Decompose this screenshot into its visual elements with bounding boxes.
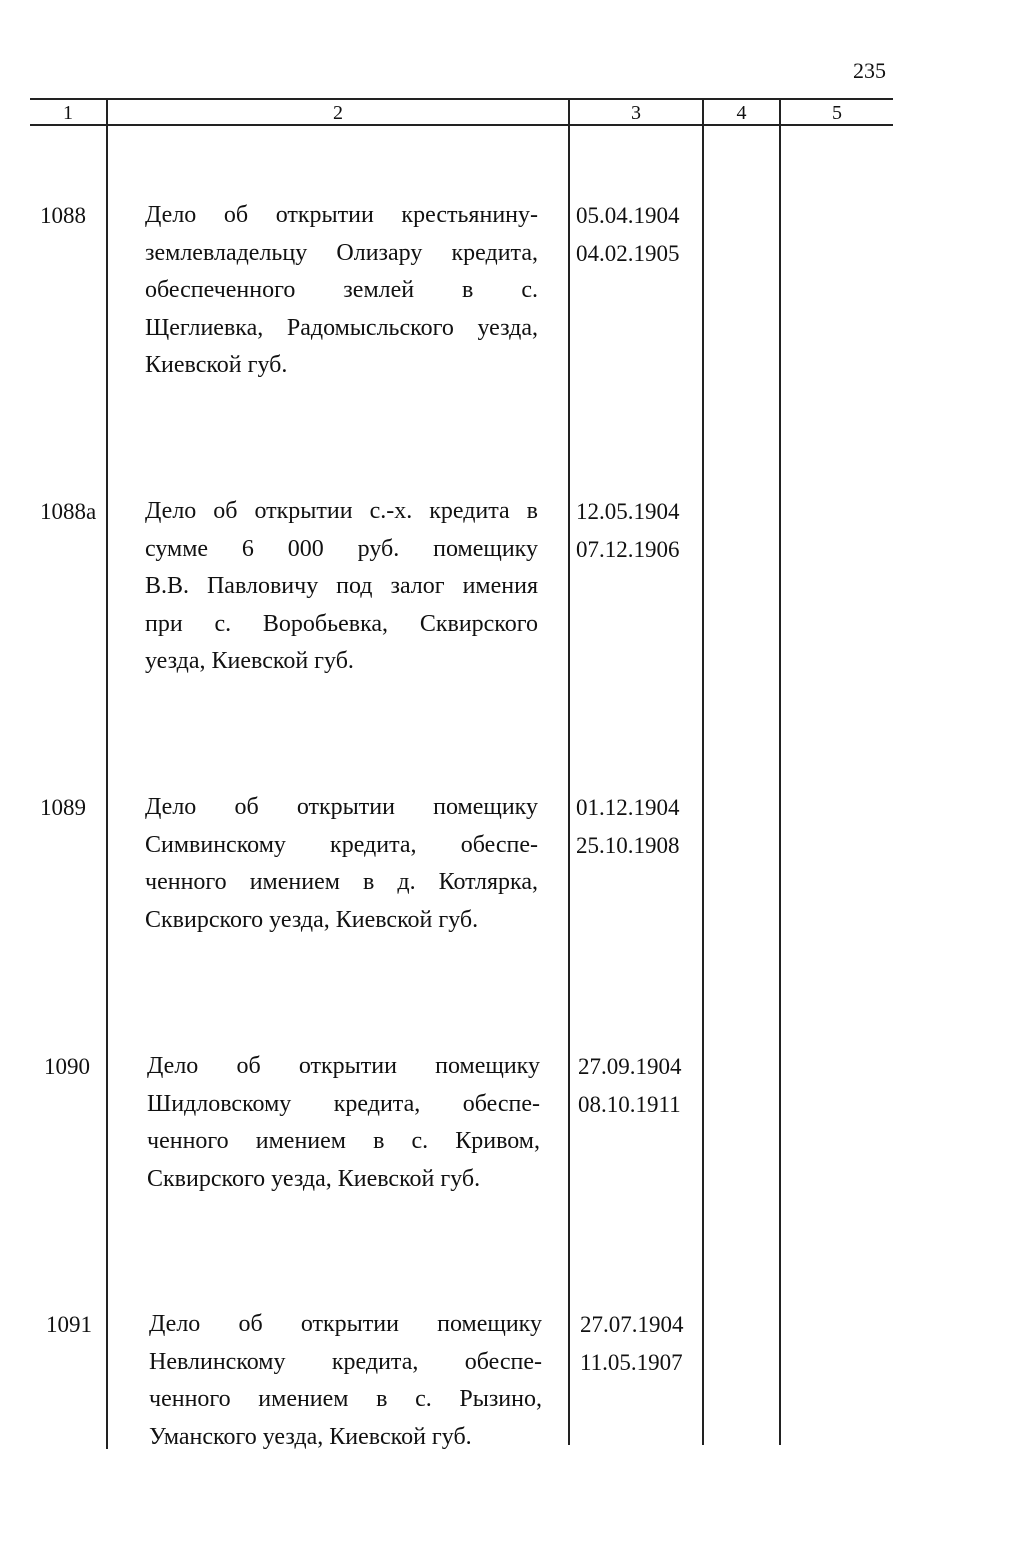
entry-dates	[578, 1048, 682, 1123]
description-line: обеспеченного землей в с.	[145, 277, 538, 303]
description-line: Щеглиевка, Радомысльского уезда,	[145, 314, 538, 341]
description-line: Сквирского уезда, Киевской губ.	[145, 906, 479, 933]
header-col-3: 3	[631, 102, 641, 124]
description-line: Дело об открытии помещику	[147, 1053, 540, 1079]
description-line: ченного имением в с. Кривом,	[147, 1128, 540, 1154]
entry-description	[147, 1048, 540, 1198]
entry-number: 1090	[44, 1054, 90, 1079]
end-date: 04.02.1905	[576, 240, 680, 266]
description-line: при с. Воробьевка, Сквирского	[145, 610, 538, 637]
table-top-rule	[30, 98, 893, 100]
description-line: Дело об открытии помещику	[145, 794, 538, 820]
entry-description	[145, 493, 538, 681]
description-line: Сквирского уезда, Киевской губ.	[147, 1165, 481, 1192]
description-line: ченного имением в д. Котлярка,	[145, 869, 538, 895]
description-line: уезда, Киевской губ.	[145, 648, 354, 674]
column-divider	[702, 99, 704, 1445]
end-date: 25.10.1908	[576, 832, 680, 858]
entry-dates	[576, 197, 680, 272]
end-date: 07.12.1906	[576, 536, 680, 562]
header-col-4: 4	[736, 102, 747, 124]
end-date: 11.05.1907	[580, 1349, 683, 1375]
description-line: Дело об открытии крестьянину-	[145, 202, 538, 228]
column-divider	[568, 99, 570, 1445]
entry-number: 1088	[40, 203, 86, 228]
header-col-2: 2	[333, 102, 343, 124]
entry-number: 1088а	[40, 499, 97, 524]
entry-description	[145, 789, 538, 939]
column-divider	[779, 99, 781, 1445]
entry-dates	[576, 789, 680, 864]
start-date: 27.09.1904	[578, 1054, 682, 1079]
description-line: Невлинскому кредита, обеспе-	[149, 1348, 542, 1375]
entry-dates	[576, 493, 680, 568]
header-col-5: 5	[832, 102, 842, 124]
page-number: 235	[853, 58, 886, 83]
start-date: 05.04.1904	[576, 203, 680, 228]
end-date: 08.10.1911	[578, 1091, 681, 1117]
description-line: землевладельцу Олизару кредита,	[145, 239, 538, 266]
start-date: 12.05.1904	[576, 499, 680, 524]
description-line: Дело об открытии с.-х. кредита в	[145, 498, 538, 524]
entry-number: 1089	[40, 795, 86, 820]
entry-description	[149, 1306, 542, 1456]
start-date: 01.12.1904	[576, 795, 680, 820]
description-line: Киевской губ.	[145, 352, 288, 378]
column-divider	[106, 99, 108, 1449]
description-line: сумме 6 000 руб. помещику	[145, 535, 538, 562]
header-col-1: 1	[63, 102, 73, 124]
entry-dates	[580, 1306, 684, 1381]
description-line: Уманского уезда, Киевской губ.	[149, 1423, 472, 1450]
description-line: Шидловскому кредита, обеспе-	[147, 1090, 540, 1117]
entry-number: 1091	[46, 1312, 92, 1337]
description-line: Симвинскому кредита, обеспе-	[145, 831, 538, 858]
start-date: 27.07.1904	[580, 1312, 684, 1337]
description-line: В.В. Павловичу под залог имения	[145, 573, 538, 599]
description-line: Дело об открытии помещику	[149, 1311, 542, 1337]
entry-description	[145, 197, 538, 385]
description-line: ченного имением в с. Рызино,	[149, 1386, 542, 1412]
